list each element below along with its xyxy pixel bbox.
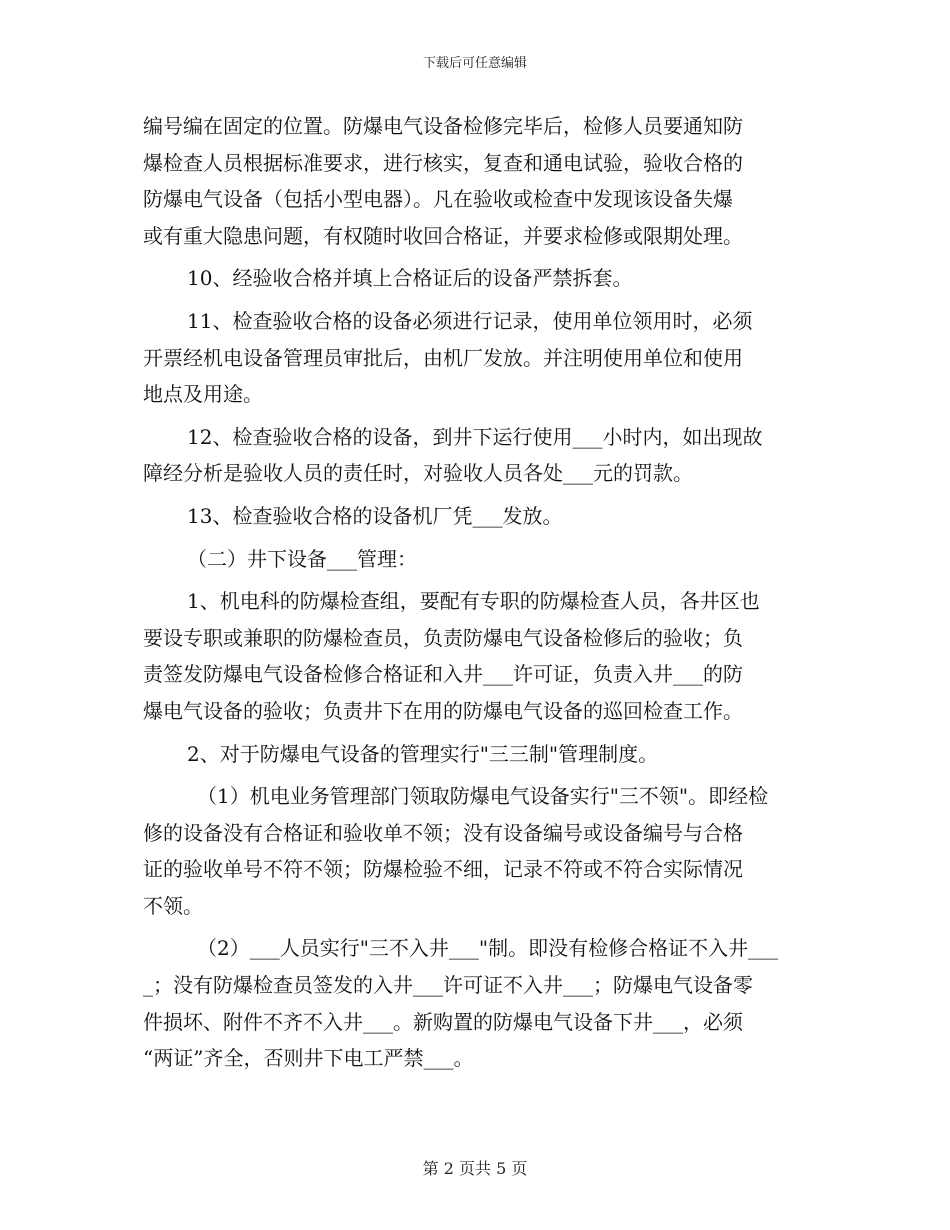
paragraph-subitem-1 bbox=[143, 778, 811, 924]
text-line: 爆电气设备的验收；负责井下在用的防爆电气设备的巡回检查工作。 bbox=[143, 698, 743, 723]
text-line: 证的验收单号不符不领；防爆检验不细，记录不符或不符合实际情况 bbox=[143, 857, 743, 882]
document-body bbox=[143, 108, 811, 1077]
paragraph-subitem-2 bbox=[143, 930, 811, 1076]
text-line: 防爆电气设备（包括小型电器）。凡在验收或检查中发现该设备失爆 bbox=[143, 187, 733, 212]
text-line: 责签发防爆电气设备检修合格证和入井___许可证，负责入井___的防 bbox=[143, 662, 743, 687]
text-line: 开票经机电设备管理员审批后，由机厂发放。并注明使用单位和使用 bbox=[143, 345, 743, 370]
text-line: 1、机电科的防爆检查组，要配有专职的防爆检查人员，各井区也 bbox=[187, 589, 760, 614]
paragraph-item-13 bbox=[143, 498, 811, 535]
text-line: （1）机电业务管理部门领取防爆电气设备实行"三不领"。即经检 bbox=[197, 784, 769, 809]
text-line: 要设专职或兼职的防爆检查员，负责防爆电气设备检修后的验收；负 bbox=[143, 625, 743, 650]
paragraph-item-1 bbox=[143, 583, 811, 729]
page-header-note: 下载后可任意编辑 bbox=[422, 56, 527, 71]
paragraph-item-2 bbox=[143, 736, 811, 773]
text-line: 12、检查验收合格的设备，到井下运行使用___小时内，如出现故 bbox=[187, 424, 763, 449]
text-line: 10、经验收合格并填上合格证后的设备严禁拆套。 bbox=[187, 266, 633, 291]
text-line: （2）___人员实行"三不入井___"制。即没有检修合格证不入井___ bbox=[197, 936, 779, 961]
paragraph-item-10 bbox=[143, 260, 811, 297]
section-heading bbox=[143, 541, 811, 578]
paragraph-item-11 bbox=[143, 303, 811, 413]
text-line: 或有重大隐患问题，有权随时收回合格证，并要求检修或限期处理。 bbox=[143, 223, 743, 248]
text-line: 13、检查验收合格的设备机厂凭___发放。 bbox=[187, 503, 563, 528]
text-line: 不领。 bbox=[143, 893, 203, 918]
text-line: 障经分析是验收人员的责任时，对验收人员各处___元的罚款。 bbox=[143, 461, 693, 486]
paragraph-item-12 bbox=[143, 419, 811, 492]
text-line: 11、检查验收合格的设备必须进行记录，使用单位领用时，必须 bbox=[187, 308, 753, 333]
paragraph-continuation bbox=[143, 108, 811, 254]
text-line: 爆检查人员根据标准要求，进行核实，复查和通电试验，验收合格的 bbox=[143, 150, 743, 175]
text-line: 修的设备没有合格证和验收单不领；没有设备编号或设备编号与合格 bbox=[143, 820, 743, 845]
text-line: “两证”齐全，否则井下电工严禁___。 bbox=[143, 1046, 474, 1071]
text-line: 2、对于防爆电气设备的管理实行"三三制"管理制度。 bbox=[187, 741, 659, 766]
text-line: _；没有防爆检查员签发的入井___许可证不入井___；防爆电气设备零 bbox=[143, 973, 753, 998]
text-line: 件损坏、附件不齐不入井___。新购置的防爆电气设备下井___，必须 bbox=[143, 1009, 743, 1034]
text-line: （二）井下设备___管理： bbox=[187, 546, 417, 571]
text-line: 地点及用途。 bbox=[143, 382, 263, 407]
page-number-footer: 第 2 页共 5 页 bbox=[422, 1159, 528, 1178]
text-line: 编号编在固定的位置。防爆电气设备检修完毕后，检修人员要通知防 bbox=[143, 114, 743, 138]
